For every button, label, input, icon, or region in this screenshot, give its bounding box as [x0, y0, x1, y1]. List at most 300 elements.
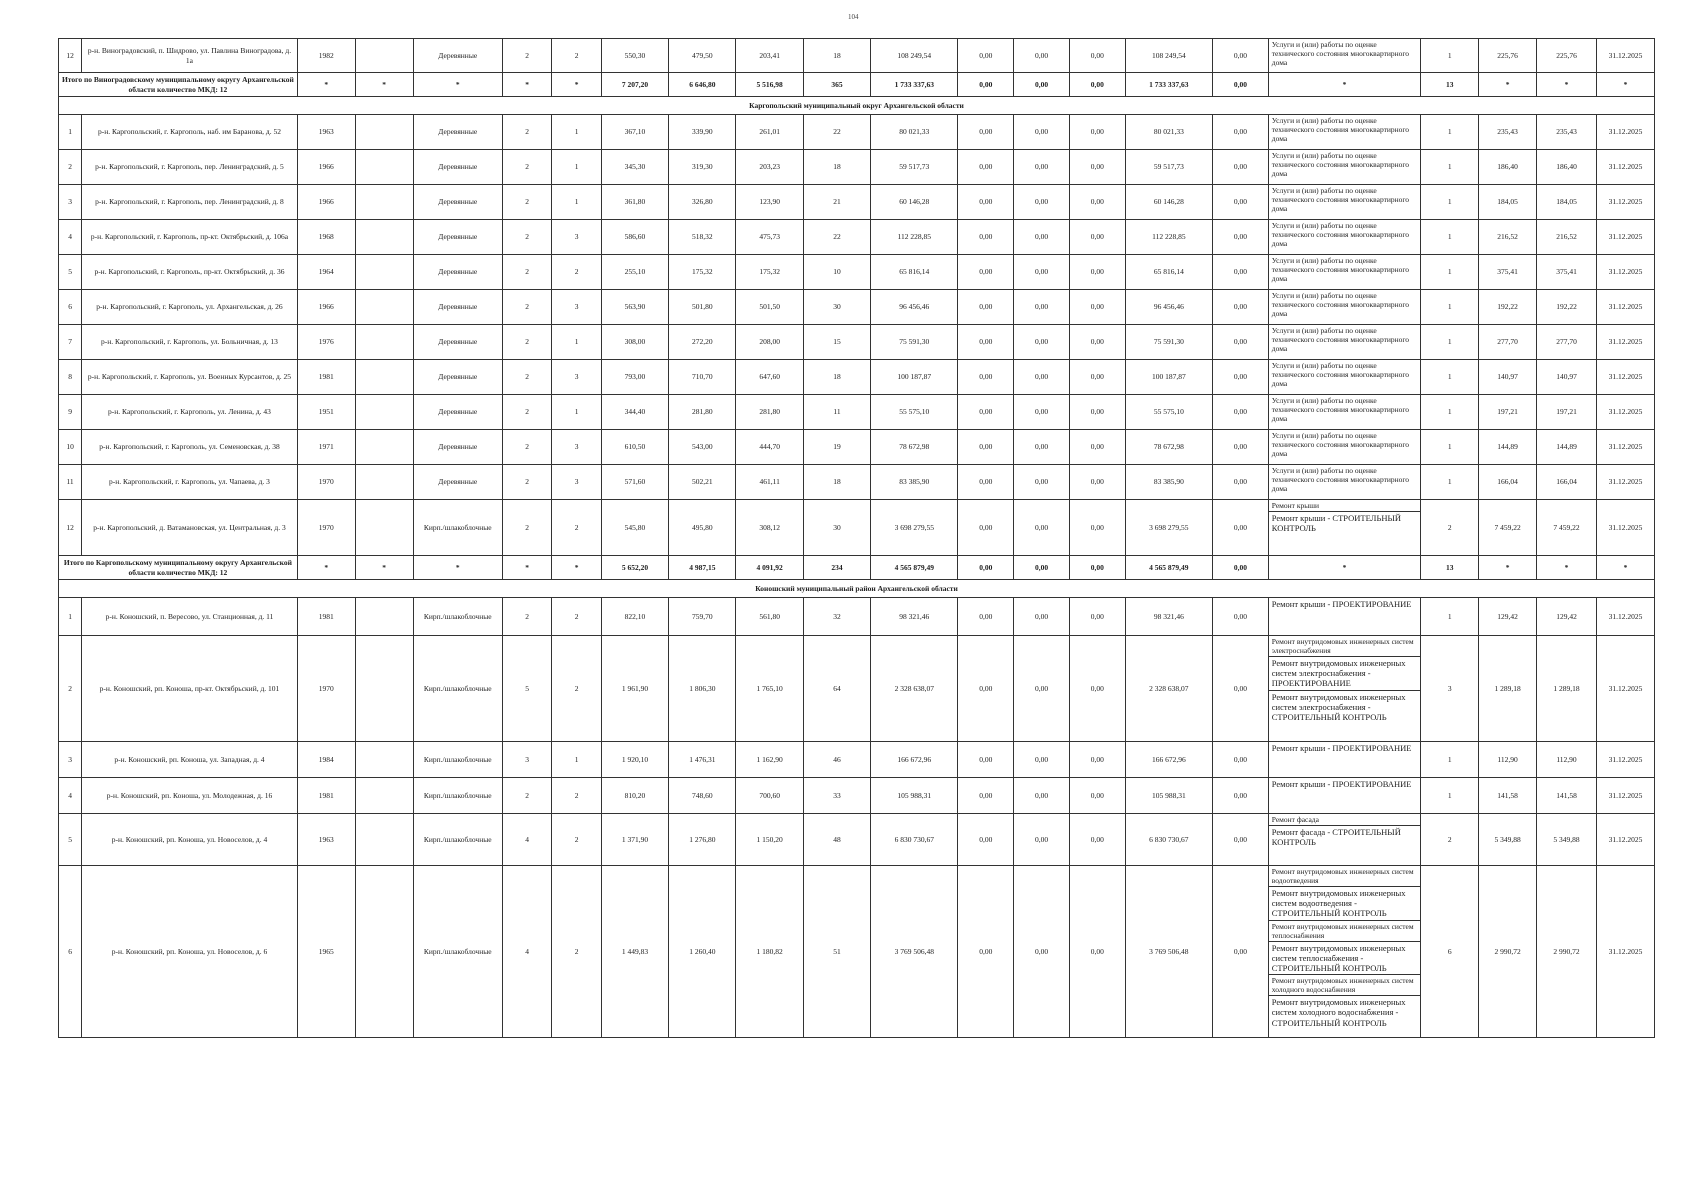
cell-area-living: 319,30 — [669, 150, 736, 185]
cell-year: 1981 — [297, 360, 355, 395]
cell-count: 1 — [1421, 598, 1479, 636]
cell-area-res: 4 091,92 — [736, 556, 803, 580]
work-item: Ремонт крыши — [1269, 500, 1421, 512]
cell-address: р-н. Каргопольский, г. Каргополь, ул. Ленина, д. 43 — [82, 395, 298, 430]
cell-fund: 0,00 — [958, 500, 1014, 556]
cell-year: 1971 — [297, 430, 355, 465]
cell-year: 1970 — [297, 636, 355, 742]
cell-floors: 2 — [502, 430, 551, 465]
cell-area-living: 326,80 — [669, 185, 736, 220]
cell-area-res: 461,11 — [736, 465, 803, 500]
cell-wall: Деревянные — [413, 185, 502, 220]
cell-budget-region: 0,00 — [1014, 778, 1070, 814]
cell-n: 3 — [59, 742, 82, 778]
cell-fund: 0,00 — [958, 465, 1014, 500]
cell-area: 571,60 — [601, 465, 668, 500]
cell-works — [1268, 115, 1421, 150]
cell-floors-star: * — [502, 556, 551, 580]
cell-year2 — [355, 742, 413, 778]
cell-owners: 60 146,28 — [1125, 185, 1212, 220]
cell-area-living: 1 276,80 — [669, 814, 736, 866]
cell-area: 810,20 — [601, 778, 668, 814]
cell-max-cost: 216,52 — [1537, 220, 1597, 255]
cell-budget-region: 0,00 — [1014, 814, 1070, 866]
cell-area: 1 920,10 — [601, 742, 668, 778]
cell-residents: 48 — [803, 814, 870, 866]
cell-budget-region: 0,00 — [1014, 73, 1070, 97]
cell-other: 0,00 — [1213, 39, 1269, 73]
cell-cost-total: 75 591,30 — [871, 325, 958, 360]
cell-entrances: 3 — [552, 465, 601, 500]
work-item: Услуги и (или) работы по оценке технического состояния многоквартирного дома — [1271, 186, 1410, 213]
cell-budget-local: 0,00 — [1069, 73, 1125, 97]
work-item: Ремонт внутридомовых инженерных систем холодного водоснабжения — [1269, 975, 1421, 996]
cell-residents: 51 — [803, 866, 870, 1038]
work-item: Ремонт крыши - ПРОЕКТИРОВАНИЕ — [1271, 599, 1412, 609]
cell-area-res: 501,50 — [736, 290, 803, 325]
table-row — [59, 465, 1655, 500]
cell-budget-local: 0,00 — [1069, 290, 1125, 325]
cell-floors: 4 — [502, 866, 551, 1038]
cell-budget-local: 0,00 — [1069, 465, 1125, 500]
cell-address: р-н. Каргопольский, г. Каргополь, пр-кт. Октябрьский, д. 36 — [82, 255, 298, 290]
cell-max-cost-star: * — [1537, 556, 1597, 580]
cell-cost-total: 60 146,28 — [871, 185, 958, 220]
cell-max-cost: 166,04 — [1537, 465, 1597, 500]
cell-n: 9 — [59, 395, 82, 430]
cell-date: 31.12.2025 — [1596, 360, 1654, 395]
cell-area-living: 272,20 — [669, 325, 736, 360]
cell-floors: 4 — [502, 814, 551, 866]
register-body — [59, 39, 1655, 1038]
cell-address: р-н. Каргопольский, г. Каргополь, ул. Чапаева, д. 3 — [82, 465, 298, 500]
cell-budget-local: 0,00 — [1069, 598, 1125, 636]
cell-owners: 108 249,54 — [1125, 39, 1212, 73]
cell-floors: 5 — [502, 636, 551, 742]
table-row — [59, 866, 1655, 1038]
cell-n: 2 — [59, 150, 82, 185]
cell-budget-region: 0,00 — [1014, 39, 1070, 73]
cell-budget-local: 0,00 — [1069, 185, 1125, 220]
cell-floors: 2 — [502, 360, 551, 395]
cell-works — [1268, 430, 1421, 465]
cell-count: 13 — [1421, 73, 1479, 97]
cell-area-res: 308,12 — [736, 500, 803, 556]
cell-area-living: 1 260,40 — [669, 866, 736, 1038]
cell-max-cost: 112,90 — [1537, 742, 1597, 778]
cell-wall: Деревянные — [413, 465, 502, 500]
cell-year-star: * — [297, 73, 355, 97]
cell-area-res: 208,00 — [736, 325, 803, 360]
cell-count: 3 — [1421, 636, 1479, 742]
table-row — [59, 150, 1655, 185]
cell-area: 545,80 — [601, 500, 668, 556]
cell-budget-region: 0,00 — [1014, 360, 1070, 395]
cell-works — [1268, 636, 1421, 742]
cell-year2 — [355, 115, 413, 150]
cell-owners: 83 385,90 — [1125, 465, 1212, 500]
register-sheet — [58, 38, 1655, 1038]
cell-count: 1 — [1421, 220, 1479, 255]
cell-wall: Кирп./шлакоблочные — [413, 814, 502, 866]
cell-fund: 0,00 — [958, 742, 1014, 778]
cell-area-living: 502,21 — [669, 465, 736, 500]
cell-residents: 30 — [803, 500, 870, 556]
cell-cost-total: 96 456,46 — [871, 290, 958, 325]
cell-date: 31.12.2025 — [1596, 185, 1654, 220]
cell-floors: 2 — [502, 325, 551, 360]
table-row — [59, 39, 1655, 73]
table-row — [59, 290, 1655, 325]
cell-n: 11 — [59, 465, 82, 500]
cell-entrances: 1 — [552, 150, 601, 185]
cell-other: 0,00 — [1213, 150, 1269, 185]
total-row — [59, 73, 1655, 97]
table-row — [59, 360, 1655, 395]
cell-floors: 2 — [502, 290, 551, 325]
cell-works — [1268, 290, 1421, 325]
cell-area-res: 203,41 — [736, 39, 803, 73]
cell-budget-region: 0,00 — [1014, 115, 1070, 150]
cell-count: 1 — [1421, 395, 1479, 430]
cell-entrances: 2 — [552, 500, 601, 556]
cell-fund: 0,00 — [958, 115, 1014, 150]
cell-year: 1981 — [297, 598, 355, 636]
cell-works — [1268, 255, 1421, 290]
cell-owners: 100 187,87 — [1125, 360, 1212, 395]
cell-area-living: 495,80 — [669, 500, 736, 556]
cell-year2 — [355, 290, 413, 325]
cell-unit-cost: 7 459,22 — [1479, 500, 1537, 556]
cell-max-cost: 192,22 — [1537, 290, 1597, 325]
cell-budget-region: 0,00 — [1014, 325, 1070, 360]
cell-year2 — [355, 395, 413, 430]
cell-area: 586,60 — [601, 220, 668, 255]
cell-area-res: 475,73 — [736, 220, 803, 255]
cell-works — [1268, 325, 1421, 360]
cell-max-cost: 197,21 — [1537, 395, 1597, 430]
cell-area-res: 5 516,98 — [736, 73, 803, 97]
cell-n: 1 — [59, 598, 82, 636]
cell-date: 31.12.2025 — [1596, 290, 1654, 325]
cell-area: 610,50 — [601, 430, 668, 465]
table-row — [59, 220, 1655, 255]
cell-area-living: 543,00 — [669, 430, 736, 465]
cell-budget-region: 0,00 — [1014, 500, 1070, 556]
cell-budget-local: 0,00 — [1069, 39, 1125, 73]
cell-wall-star: * — [413, 73, 502, 97]
cell-max-cost-star: * — [1537, 73, 1597, 97]
cell-works — [1268, 220, 1421, 255]
cell-budget-region: 0,00 — [1014, 185, 1070, 220]
cell-address: р-н. Коношский, рп. Коноша, ул. Новоселов, д. 6 — [82, 866, 298, 1038]
cell-floors: 2 — [502, 39, 551, 73]
cell-address: р-н. Каргопольский, г. Каргополь, ул. Семеновская, д. 38 — [82, 430, 298, 465]
cell-residents: 22 — [803, 115, 870, 150]
cell-residents: 64 — [803, 636, 870, 742]
cell-wall: Деревянные — [413, 290, 502, 325]
cell-unit-cost: 5 349,88 — [1479, 814, 1537, 866]
cell-year: 1965 — [297, 866, 355, 1038]
cell-area-res: 1 162,90 — [736, 742, 803, 778]
cell-area-res: 281,80 — [736, 395, 803, 430]
table-row — [59, 778, 1655, 814]
cell-fund: 0,00 — [958, 39, 1014, 73]
cell-wall: Кирп./шлакоблочные — [413, 598, 502, 636]
cell-date: 31.12.2025 — [1596, 220, 1654, 255]
cell-wall: Деревянные — [413, 115, 502, 150]
cell-wall: Деревянные — [413, 430, 502, 465]
work-item: Услуги и (или) работы по оценке технического состояния многоквартирного дома — [1271, 466, 1410, 493]
cell-year: 1966 — [297, 150, 355, 185]
cell-unit-cost: 166,04 — [1479, 465, 1537, 500]
cell-year: 1963 — [297, 115, 355, 150]
cell-owners: 166 672,96 — [1125, 742, 1212, 778]
cell-cost-total: 6 830 730,67 — [871, 814, 958, 866]
cell-entrances: 1 — [552, 115, 601, 150]
cell-area: 550,30 — [601, 39, 668, 73]
work-item: Услуги и (или) работы по оценке технического состояния многоквартирного дома — [1271, 396, 1410, 423]
cell-address: р-н. Каргопольский, г. Каргополь, пр-кт. Октябрьский, д. 106а — [82, 220, 298, 255]
cell-address: р-н. Коношский, п. Вересово, ул. Станционная, д. 11 — [82, 598, 298, 636]
cell-cost-total: 3 769 506,48 — [871, 866, 958, 1038]
cell-count: 1 — [1421, 325, 1479, 360]
cell-works — [1268, 778, 1421, 814]
cell-floors: 2 — [502, 395, 551, 430]
cell-year2 — [355, 465, 413, 500]
cell-max-cost: 7 459,22 — [1537, 500, 1597, 556]
cell-area-living: 175,32 — [669, 255, 736, 290]
cell-area-living: 281,80 — [669, 395, 736, 430]
cell-area-living: 710,70 — [669, 360, 736, 395]
cell-entrances: 3 — [552, 220, 601, 255]
cell-area-living: 1 806,30 — [669, 636, 736, 742]
cell-cost-total: 100 187,87 — [871, 360, 958, 395]
cell-address: р-н. Каргопольский, г. Каргополь, пер. Ленинградский, д. 5 — [82, 150, 298, 185]
work-item: Услуги и (или) работы по оценке технического состояния многоквартирного дома — [1271, 40, 1410, 67]
cell-cost-total: 78 672,98 — [871, 430, 958, 465]
cell-other: 0,00 — [1213, 430, 1269, 465]
cell-max-cost: 235,43 — [1537, 115, 1597, 150]
total-label: Итого по Каргопольскому муниципальному округу Архангельской области количество МКД: 12 — [59, 556, 298, 580]
cell-residents: 15 — [803, 325, 870, 360]
cell-address: р-н. Каргопольский, г. Каргополь, ул. Военных Курсантов, д. 25 — [82, 360, 298, 395]
table-row — [59, 255, 1655, 290]
work-item: Ремонт крыши - ПРОЕКТИРОВАНИЕ — [1271, 779, 1412, 789]
section-header-row — [59, 580, 1655, 598]
cell-max-cost: 5 349,88 — [1537, 814, 1597, 866]
cell-fund: 0,00 — [958, 430, 1014, 465]
cell-cost-total: 1 733 337,63 — [871, 73, 958, 97]
cell-max-cost: 277,70 — [1537, 325, 1597, 360]
cell-area-res: 561,80 — [736, 598, 803, 636]
cell-date: 31.12.2025 — [1596, 39, 1654, 73]
cell-n: 6 — [59, 866, 82, 1038]
cell-cost-total: 3 698 279,55 — [871, 500, 958, 556]
cell-date: 31.12.2025 — [1596, 598, 1654, 636]
cell-budget-region: 0,00 — [1014, 742, 1070, 778]
cell-area-res: 261,01 — [736, 115, 803, 150]
cell-residents: 18 — [803, 39, 870, 73]
cell-date-star: * — [1596, 73, 1654, 97]
cell-wall: Деревянные — [413, 325, 502, 360]
cell-residents: 30 — [803, 290, 870, 325]
cell-wall: Деревянные — [413, 360, 502, 395]
cell-fund: 0,00 — [958, 255, 1014, 290]
cell-other: 0,00 — [1213, 636, 1269, 742]
cell-area-res: 444,70 — [736, 430, 803, 465]
cell-wall: Кирп./шлакоблочные — [413, 500, 502, 556]
cell-date: 31.12.2025 — [1596, 636, 1654, 742]
cell-entrances: 1 — [552, 325, 601, 360]
work-item: Ремонт крыши - СТРОИТЕЛЬНЫЙ КОНТРОЛЬ — [1271, 513, 1402, 534]
cell-floors: 2 — [502, 255, 551, 290]
cell-other: 0,00 — [1213, 395, 1269, 430]
cell-fund: 0,00 — [958, 73, 1014, 97]
cell-cost-total: 108 249,54 — [871, 39, 958, 73]
cell-year: 1966 — [297, 290, 355, 325]
cell-date: 31.12.2025 — [1596, 866, 1654, 1038]
cell-area: 5 652,20 — [601, 556, 668, 580]
cell-area: 344,40 — [601, 395, 668, 430]
cell-unit-cost: 192,22 — [1479, 290, 1537, 325]
cell-works — [1268, 39, 1421, 73]
cell-unit-cost: 216,52 — [1479, 220, 1537, 255]
cell-residents: 46 — [803, 742, 870, 778]
cell-residents: 33 — [803, 778, 870, 814]
cell-entrances: 2 — [552, 778, 601, 814]
table-row — [59, 430, 1655, 465]
cell-fund: 0,00 — [958, 325, 1014, 360]
cell-unit-cost: 2 990,72 — [1479, 866, 1537, 1038]
cell-owners: 80 021,33 — [1125, 115, 1212, 150]
cell-year: 1968 — [297, 220, 355, 255]
cell-works — [1268, 395, 1421, 430]
cell-budget-region: 0,00 — [1014, 598, 1070, 636]
work-item: Ремонт внутридомовых инженерных систем холодного водоснабжения - СТРОИТЕЛЬНЫЙ КОНТРОЛЬ — [1271, 997, 1406, 1028]
cell-other: 0,00 — [1213, 185, 1269, 220]
table-row — [59, 742, 1655, 778]
cell-residents: 365 — [803, 73, 870, 97]
work-item: Ремонт фасада - СТРОИТЕЛЬНЫЙ КОНТРОЛЬ — [1271, 827, 1401, 848]
cell-count: 13 — [1421, 556, 1479, 580]
cell-wall: Кирп./шлакоблочные — [413, 636, 502, 742]
cell-unit-cost: 144,89 — [1479, 430, 1537, 465]
cell-works — [1268, 185, 1421, 220]
cell-floors: 2 — [502, 465, 551, 500]
work-item: Услуги и (или) работы по оценке технического состояния многоквартирного дома — [1271, 116, 1410, 143]
cell-budget-local: 0,00 — [1069, 430, 1125, 465]
cell-year2 — [355, 866, 413, 1038]
cell-year2 — [355, 150, 413, 185]
cell-date: 31.12.2025 — [1596, 814, 1654, 866]
cell-entrances: 2 — [552, 255, 601, 290]
cell-count: 1 — [1421, 255, 1479, 290]
cell-date: 31.12.2025 — [1596, 395, 1654, 430]
cell-unit-cost: 235,43 — [1479, 115, 1537, 150]
cell-cost-total: 98 321,46 — [871, 598, 958, 636]
cell-area: 793,00 — [601, 360, 668, 395]
cell-owners: 96 456,46 — [1125, 290, 1212, 325]
cell-entrances: 2 — [552, 866, 601, 1038]
cell-works — [1268, 742, 1421, 778]
cell-works — [1268, 866, 1421, 1038]
cell-unit-cost-star: * — [1479, 73, 1537, 97]
cell-budget-local: 0,00 — [1069, 395, 1125, 430]
cell-date: 31.12.2025 — [1596, 500, 1654, 556]
cell-unit-cost: 1 289,18 — [1479, 636, 1537, 742]
cell-budget-region: 0,00 — [1014, 465, 1070, 500]
cell-floors: 2 — [502, 150, 551, 185]
cell-entrances: 2 — [552, 39, 601, 73]
cell-unit-cost: 112,90 — [1479, 742, 1537, 778]
work-item: Ремонт внутридомовых инженерных систем теплоснабжения — [1269, 921, 1421, 942]
cell-year2 — [355, 325, 413, 360]
cell-budget-local: 0,00 — [1069, 500, 1125, 556]
cell-fund: 0,00 — [958, 814, 1014, 866]
cell-unit-cost: 129,42 — [1479, 598, 1537, 636]
cell-cost-total: 59 517,73 — [871, 150, 958, 185]
cell-year2-star: * — [355, 73, 413, 97]
cell-residents: 11 — [803, 395, 870, 430]
cell-floors: 2 — [502, 115, 551, 150]
cell-area: 7 207,20 — [601, 73, 668, 97]
cell-fund: 0,00 — [958, 185, 1014, 220]
cell-area-res: 203,23 — [736, 150, 803, 185]
cell-budget-local: 0,00 — [1069, 742, 1125, 778]
cell-count: 1 — [1421, 742, 1479, 778]
cell-year2 — [355, 220, 413, 255]
table-row — [59, 325, 1655, 360]
cell-floors: 2 — [502, 500, 551, 556]
cell-fund: 0,00 — [958, 220, 1014, 255]
cell-entrances: 2 — [552, 598, 601, 636]
total-label: Итого по Виноградовскому муниципальному округу Архангельской области количество МКД: 12 — [59, 73, 298, 97]
table-row — [59, 395, 1655, 430]
cell-count: 1 — [1421, 185, 1479, 220]
cell-n: 7 — [59, 325, 82, 360]
cell-area: 822,10 — [601, 598, 668, 636]
cell-area-res: 700,60 — [736, 778, 803, 814]
cell-budget-region: 0,00 — [1014, 556, 1070, 580]
cell-area-living: 518,32 — [669, 220, 736, 255]
cell-owners: 2 328 638,07 — [1125, 636, 1212, 742]
cell-n: 10 — [59, 430, 82, 465]
cell-date: 31.12.2025 — [1596, 465, 1654, 500]
page-number: 104 — [848, 13, 859, 21]
cell-max-cost: 141,58 — [1537, 778, 1597, 814]
cell-fund: 0,00 — [958, 395, 1014, 430]
cell-works-star: * — [1268, 73, 1421, 97]
cell-works — [1268, 598, 1421, 636]
cell-max-cost: 129,42 — [1537, 598, 1597, 636]
cell-other: 0,00 — [1213, 290, 1269, 325]
work-item: Услуги и (или) работы по оценке технического состояния многоквартирного дома — [1271, 151, 1410, 178]
cell-owners: 59 517,73 — [1125, 150, 1212, 185]
cell-n: 6 — [59, 290, 82, 325]
cell-area-res: 1 150,20 — [736, 814, 803, 866]
cell-entrances: 2 — [552, 636, 601, 742]
cell-count: 1 — [1421, 39, 1479, 73]
cell-residents: 32 — [803, 598, 870, 636]
cell-budget-local: 0,00 — [1069, 150, 1125, 185]
cell-other: 0,00 — [1213, 465, 1269, 500]
cell-floors: 2 — [502, 778, 551, 814]
cell-n: 5 — [59, 814, 82, 866]
cell-year2 — [355, 500, 413, 556]
cell-count: 1 — [1421, 115, 1479, 150]
cell-floors: 3 — [502, 742, 551, 778]
